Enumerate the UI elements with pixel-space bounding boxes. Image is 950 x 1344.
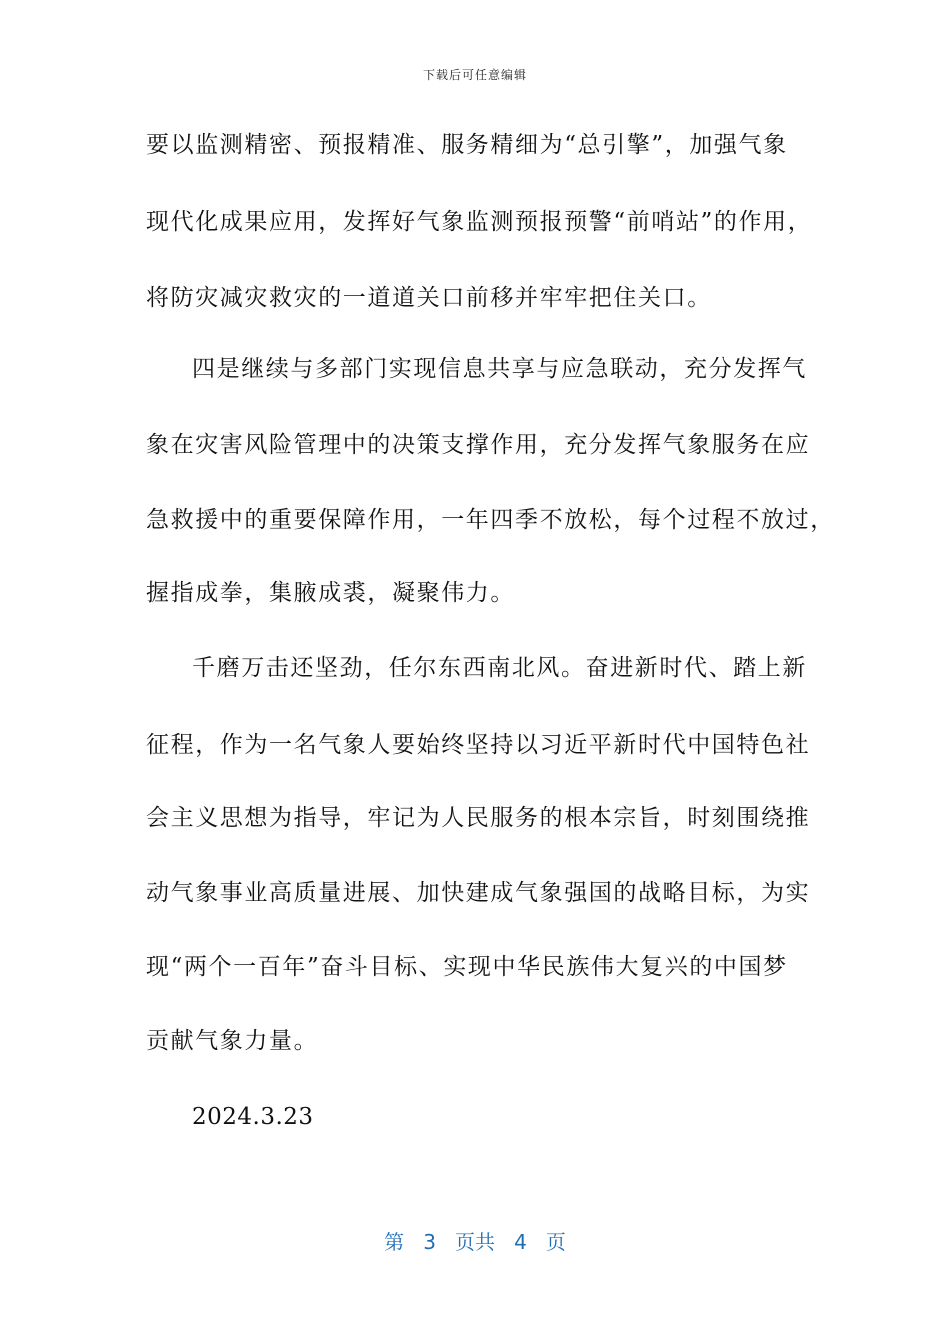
footer-middle: 页共 <box>455 1230 495 1254</box>
current-page-number: 3 <box>423 1230 436 1254</box>
page-footer <box>0 1226 950 1255</box>
page-header: 下载后可任意编辑 <box>422 68 527 82</box>
footer-prefix: 第 <box>384 1230 405 1254</box>
body-line: 将防灾减灾救灾的一道道关口前移并牢牢把住关口。 <box>146 285 712 311</box>
body-line: 四是继续与多部门实现信息共享与应急联动，充分发挥气 <box>192 356 807 382</box>
body-line: 动气象事业高质量进展、加快建成气象强国的战略目标，为实 <box>146 880 811 906</box>
footer-suffix: 页 <box>545 1230 566 1254</box>
body-line: 征程，作为一名气象人要始终坚持以习近平新时代中国特色社 <box>146 732 811 758</box>
body-line: 要以监测精密、预报精准、服务精细为“总引擎”，加强气象 <box>146 132 788 158</box>
total-pages-number: 4 <box>514 1230 527 1254</box>
body-line: 现代化成果应用，发挥好气象监测预报预警“前哨站”的作用， <box>146 209 813 235</box>
body-line: 急救援中的重要保障作用，一年四季不放松，每个过程不放过， <box>146 507 835 533</box>
body-line: 贡献气象力量。 <box>146 1028 319 1054</box>
body-line: 千磨万击还坚劲，任尔东西南北风。奋进新时代、踏上新 <box>192 655 807 681</box>
body-line: 握指成拳，集腋成裘，凝聚伟力。 <box>146 580 515 606</box>
body-line: 现“两个一百年”奋斗目标、实现中华民族伟大复兴的中国梦 <box>146 954 788 980</box>
body-line: 会主义思想为指导，牢记为人民服务的根本宗旨，时刻围绕推 <box>146 805 811 831</box>
body-line: 象在灾害风险管理中的决策支撑作用，充分发挥气象服务在应 <box>146 432 811 458</box>
date-line: 2024.3.23 <box>192 1104 314 1130</box>
